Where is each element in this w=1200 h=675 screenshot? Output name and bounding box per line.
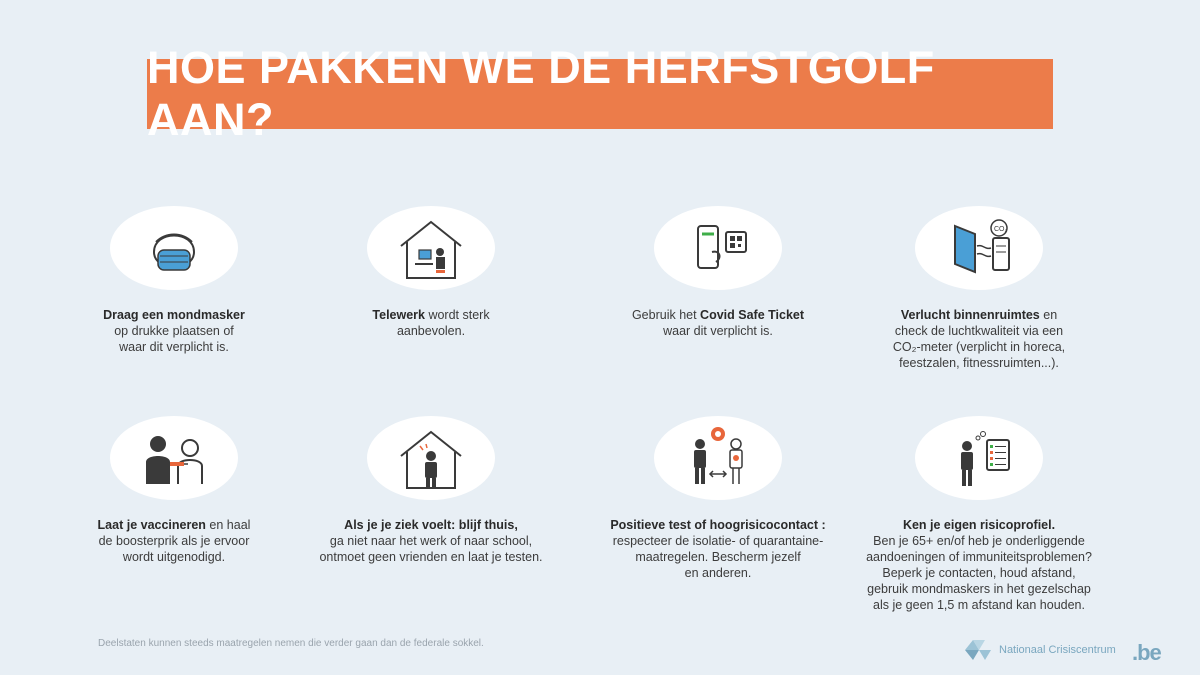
caption-bold: Covid Safe Ticket	[700, 308, 805, 322]
icon-circle	[654, 416, 782, 500]
caption-text: en	[1039, 308, 1058, 322]
caption-line: op drukke plaatsen of	[114, 324, 234, 338]
caption-line: waar dit verplicht is.	[119, 340, 229, 354]
caption-bold: Ken je eigen risicoprofiel.	[902, 518, 1056, 532]
svg-text:CO₂: CO₂	[994, 226, 1008, 233]
icon-circle	[110, 416, 238, 500]
covid-safe-ticket-icon	[670, 212, 766, 284]
risk-profile-icon	[931, 422, 1027, 494]
title-banner	[147, 42, 1053, 145]
contact-test-icon	[670, 422, 766, 494]
icon-circle	[654, 206, 782, 290]
caption-bold: Verlucht binnenruimtes	[900, 308, 1040, 322]
icon-circle	[915, 206, 1043, 290]
caption-line: de boosterprik als je ervoor	[98, 534, 250, 548]
caption-bold: Als je je ziek voelt: blijf thuis,	[344, 518, 518, 532]
card-vaccination	[54, 416, 294, 565]
footnote: Deelstaten kunnen steeds maatregelen nemen die verder gaan dan de federale sokkel.	[98, 638, 484, 649]
caption-line: CO₂-meter (verplicht in horeca,	[892, 340, 1066, 354]
caption-bold: Positieve test of hoogrisicocontact :	[610, 518, 826, 532]
ventilation-icon	[931, 212, 1027, 284]
icon-circle	[367, 416, 495, 500]
card-risk-profile	[859, 416, 1099, 613]
caption-line: gebruik mondmaskers in het gezelschap	[867, 582, 1091, 596]
card-covid-safe-ticket	[598, 206, 838, 339]
sick-at-home-icon	[383, 422, 479, 494]
vaccination-icon	[126, 422, 222, 494]
caption-text: en haal	[205, 518, 251, 532]
caption-line: aanbevolen.	[396, 324, 466, 338]
caption-line: als je geen 1,5 m afstand kan houden.	[873, 598, 1085, 612]
card-ventilation	[859, 206, 1099, 371]
mask-icon	[126, 212, 222, 284]
caption-line: Ben je 65+ en/of heb je onderliggende	[873, 534, 1085, 548]
icon-circle	[110, 206, 238, 290]
caption-line: maatregelen. Bescherm jezelf	[635, 550, 801, 564]
caption-line: respecteer de isolatie- of quarantaine-	[612, 534, 824, 548]
caption	[859, 517, 1099, 613]
be-logo: .be	[1132, 640, 1161, 665]
caption-line: feestzalen, fitnessruimten...).	[899, 356, 1059, 370]
crisis-centre-logo-icon	[963, 638, 993, 662]
card-sick-at-home	[311, 416, 551, 565]
caption-line: wordt uitgenodigd.	[122, 550, 226, 564]
caption	[54, 517, 294, 565]
crisis-centre-logo	[963, 638, 1116, 662]
caption	[598, 517, 838, 581]
caption	[54, 307, 294, 355]
caption-line: waar dit verplicht is.	[663, 324, 773, 338]
caption-text: wordt sterk	[424, 308, 490, 322]
caption-line: aandoeningen of immuniteitsproblemen?	[866, 550, 1092, 564]
caption	[311, 307, 551, 339]
card-mask	[54, 206, 294, 355]
icon-circle	[915, 416, 1043, 500]
caption-bold: Laat je vaccineren	[97, 518, 206, 532]
caption-line: en anderen.	[684, 566, 752, 580]
caption-line: Beperk je contacten, houd afstand,	[882, 566, 1076, 580]
caption-bold: Telewerk	[372, 308, 425, 322]
caption	[859, 307, 1099, 371]
caption-bold: Draag een mondmasker	[103, 308, 245, 322]
caption-text: Gebruik het	[631, 308, 701, 322]
caption-line: ontmoet geen vrienden en laat je testen.	[319, 550, 543, 564]
icon-circle	[367, 206, 495, 290]
page-title: HOE PAKKEN WE DE HERFSTGOLF AAN?	[147, 42, 935, 145]
caption-line: ga niet naar het werk of naar school,	[329, 534, 533, 548]
caption-line: check de luchtkwaliteit via een	[894, 324, 1064, 338]
crisis-centre-name: Nationaal Crisiscentrum	[999, 644, 1116, 656]
caption	[311, 517, 551, 565]
home-office-icon	[383, 212, 479, 284]
card-telework	[311, 206, 551, 339]
card-contact-test	[598, 416, 838, 581]
caption	[598, 307, 838, 339]
